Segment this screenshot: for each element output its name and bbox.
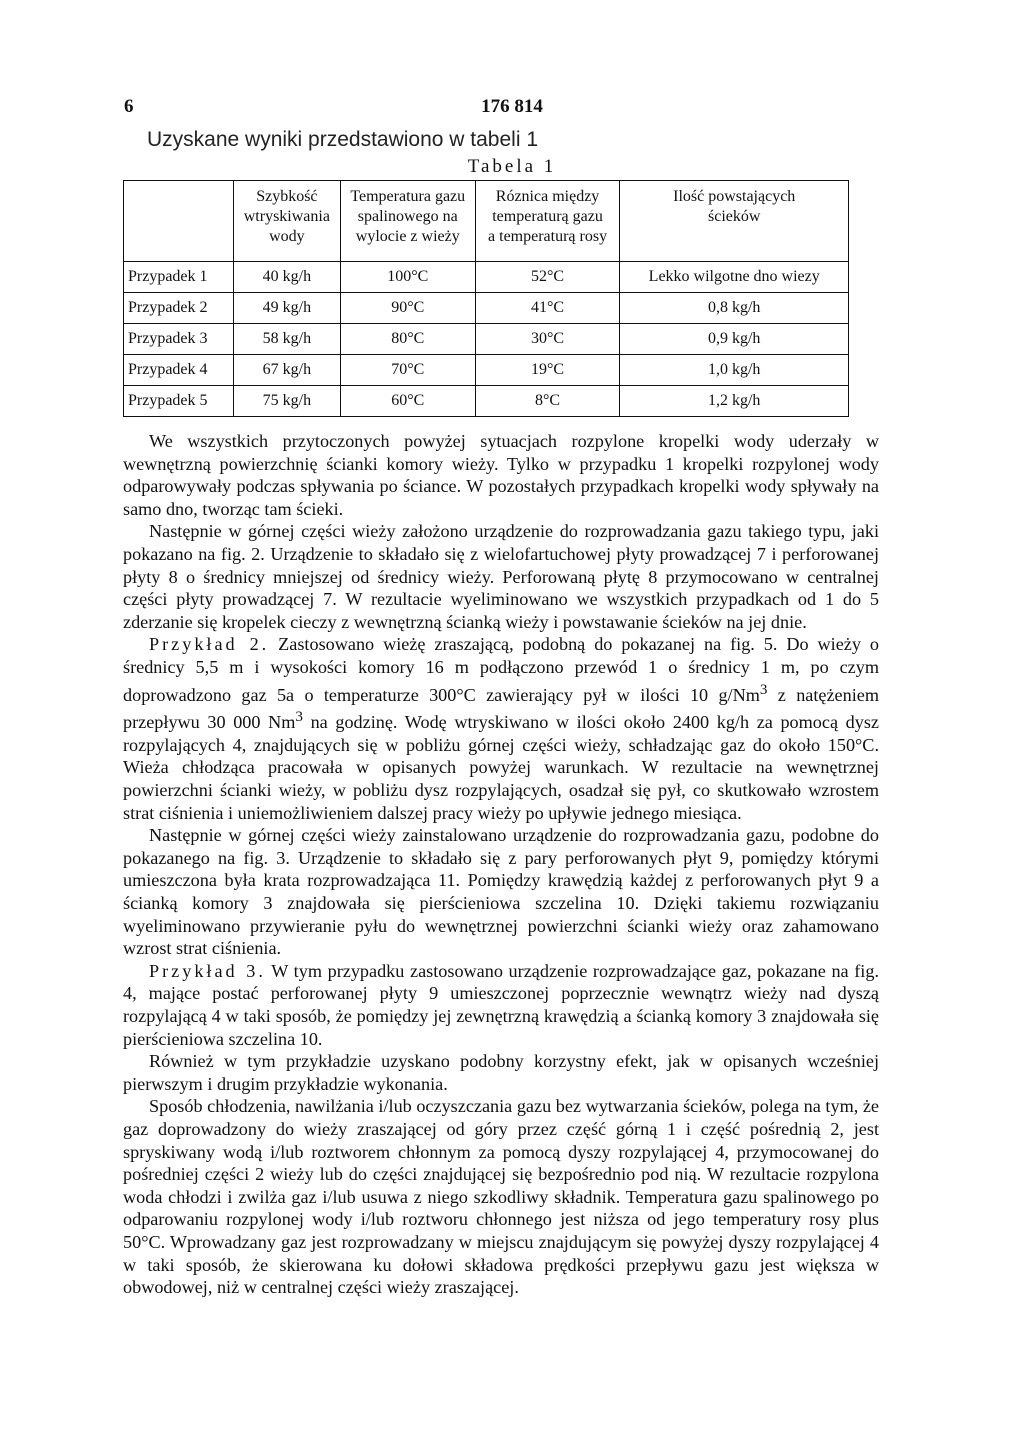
- paragraph: Następnie w górnej części wieży założono urządzenie do rozprowadzania gazu takiego typu, jaki pokazano na fig. 2. Urządzenie to składało się z wielofartuchowej płyty prowadzącej 7 i perforowanej płyty 8 o średnicy mniejszej od średnicy wieży. Perforowaną płytę 8 przymocowano w centralnej części płyty prowadzącej 7. W rezultacie wyeliminowano we wszystkich przypadkach od 1 do 5 zderzanie się kropelek cieczy z wewnętrzną ścianką wieży i powstawanie ścieków na jej dnie.: [123, 521, 879, 632]
- paragraph-text: W tym przypadku zastosowano urządzenie rozprowadzające gaz, pokazane na fig. 4, mające postać perforowanej płyty 9 umieszczonej poprzecznie wewnątrz wieży nad dyszą rozpylającą 4 w taki sposób, że pomiędzy jej zewnętrzną krawędzią a ścianką komory 3 znajdowała się pierścieniowa szczelina 10.: [123, 960, 879, 1049]
- table-cell: 40 kg/h: [233, 262, 340, 293]
- table-cell: 41°C: [475, 293, 620, 324]
- superscript: 3: [759, 680, 768, 698]
- paragraph-text: z natężeniem przepływu 30 000 Nm: [123, 684, 879, 733]
- header-cell-injection-rate: Szybkość wtryskiwania wody: [233, 181, 340, 262]
- table-cell: 67 kg/h: [233, 355, 340, 386]
- body-text: [123, 430, 879, 1299]
- table-cell: 60°C: [340, 386, 475, 417]
- table-cell: Przypadek 4: [124, 355, 234, 386]
- table-cell: 1,0 kg/h: [620, 355, 849, 386]
- paragraph: Następnie w górnej części wieży zainstalowano urządzenie do rozprowadzania gazu, podobne do pokazanego na fig. 3. Urządzenie to składało się z pary perforowanych płyt 9, pomiędzy którymi umieszczona była krata rozprowadzająca 11. Pomiędzy krawędzią każdej z perforowanych płyt 9 a ścianką komory 3 znajdowała się pierścieniowa szczelina 10. Dzięki takiemu rozwiązaniu wyeliminowano przywieranie pyłu do wewnętrznej powierzchni ścianki wieży oraz zahamowano wzrost strat ciśnienia.: [123, 825, 879, 959]
- paragraph: Również w tym przykładzie uzyskano podobny korzystny efekt, jak w opisanych wcześniej pierwszym i drugim przykładzie wykonania.: [123, 1051, 879, 1094]
- table-row: [124, 324, 849, 355]
- table-row: [124, 262, 849, 293]
- results-table: [123, 180, 849, 417]
- paragraph: We wszystkich przytoczonych powyżej sytuacjach rozpylone kropelki wody uderzały w wewnętrzną powierzchnię ścianki komory wieży. Tylko w przypadku 1 kropelki rozpylonej wody odparowywały podczas spływania po ściance. W pozostałych przypadkach kropelki wody spływały na samo dno, tworząc tam ścieki.: [123, 431, 879, 519]
- table-cell: Przypadek 1: [124, 262, 234, 293]
- table-cell: 52°C: [475, 262, 620, 293]
- table-row: [124, 355, 849, 386]
- table-cell: 80°C: [340, 324, 475, 355]
- table-intro-text: Uzyskane wyniki przedstawiono w tabeli 1: [147, 128, 539, 151]
- table-cell: 8°C: [475, 386, 620, 417]
- paragraph-text: Zastosowano wieżę zraszającą, podobną do pokazanej na fig. 5. Do wieży o średnicy 5,5 m i wysokości komory 16 m podłączono przewód 1 o średnicy 1 m, po czym doprowadzono gaz 5a o temperaturze 300°C zawierający pył w ilości 10 g/Nm: [123, 634, 879, 705]
- table-cell: 100°C: [340, 262, 475, 293]
- table-cell: 0,8 kg/h: [620, 293, 849, 324]
- table-cell: Przypadek 5: [124, 386, 234, 417]
- header-cell-dew-point-difference: Róznica między temperaturą gazu a temperaturą rosy: [475, 181, 620, 262]
- paragraph-text: na godzinę. Wodę wtryskiwano w ilości około 2400 kg/h za pomocą dysz rozpylających 4, znajdujących się w pobliżu górnej części wieży, schładzając gaz do około 150°C. Wieża chłodząca pracowała w opisanych powyżej warunkach. W rezultacie na wewnętrznej powierzchni ścianki wieży, w pobliżu dysz rozpylających, osadzał się pył, co skutkowało wzrostem strat ciśnienia i uniemożliwieniem dalszej pracy wieży po upływie jednego miesiąca.: [123, 712, 879, 823]
- patent-number: 176 814: [481, 96, 543, 117]
- table-caption: Tabela 1: [467, 156, 557, 177]
- table-cell: 1,2 kg/h: [620, 386, 849, 417]
- paragraph-example-3: [123, 960, 879, 1050]
- header-cell-empty: [124, 181, 234, 262]
- table-cell: 49 kg/h: [233, 293, 340, 324]
- table-cell: 19°C: [475, 355, 620, 386]
- table-row: [124, 386, 849, 417]
- superscript: 3: [295, 708, 303, 726]
- header-cell-outlet-temperature: Temperatura gazu spalinowego na wylocie z wieży: [340, 181, 475, 262]
- example-label: Przykład 3.: [149, 960, 266, 981]
- paragraph: Sposób chłodzenia, nawilżania i/lub oczyszczania gazu bez wytwarzania ścieków, polega na tym, że gaz doprowadzony do wieży zraszającej od góry przez część górną 1 i część pośrednią 2, jest spryskiwany wodą i/lub roztworem chłonnym za pomocą dyszy rozpylającej 4, przymocowanej do pośredniej części 2 wieży lub do części znajdującej się bezpośrednio pod nią. W rezultacie rozpylona woda chłodzi i zwilża gaz i/lub usuwa z niego szkodliwy składnik. Temperatura gazu spalinowego po odparowaniu rozpylonej wody i/lub roztworu chłonnego jest niższa od jego temperatury rosy plus 50°C. Wprowadzany gaz jest rozprowadzany w miejscu znajdującym się powyżej dyszy rozpylającej 4 w taki sposób, że skierowana ku dołowi składowa prędkości przepływu gazu jest większa w obwodowej, niż w centralnej części wieży zraszającej.: [123, 1096, 879, 1298]
- example-label: Przykład 2.: [149, 634, 270, 655]
- table-cell: 58 kg/h: [233, 324, 340, 355]
- table-cell: 70°C: [340, 355, 475, 386]
- paragraph-example-2: [123, 633, 879, 824]
- table-cell: 0,9 kg/h: [620, 324, 849, 355]
- table-cell: 75 kg/h: [233, 386, 340, 417]
- table-cell: Przypadek 2: [124, 293, 234, 324]
- table-cell: 30°C: [475, 324, 620, 355]
- table-header-row: [124, 181, 849, 262]
- table-row: [124, 293, 849, 324]
- table-cell: 90°C: [340, 293, 475, 324]
- table-cell: Lekko wilgotne dno wiezy: [620, 262, 849, 293]
- page-number: 6: [124, 96, 134, 117]
- header-cell-wastewater-amount: Ilość powstających ścieków: [620, 181, 849, 262]
- table-cell: Przypadek 3: [124, 324, 234, 355]
